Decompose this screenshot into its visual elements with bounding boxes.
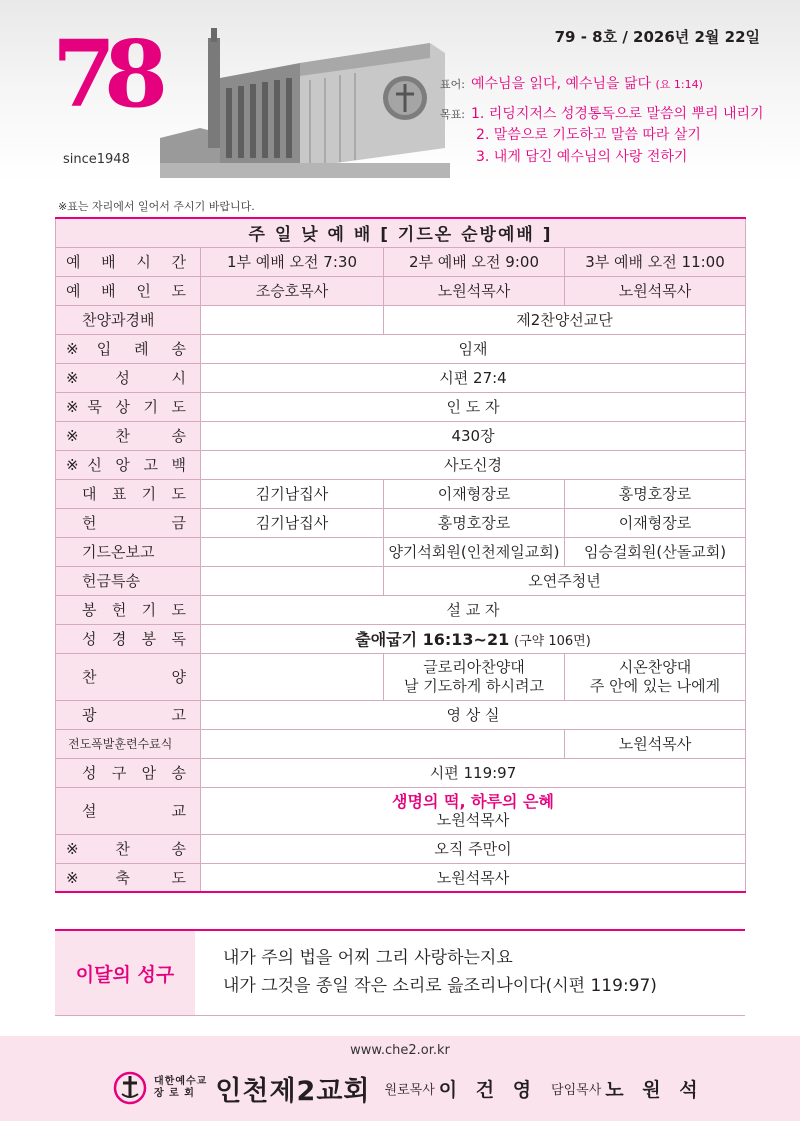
cell: 노원석목사 xyxy=(384,276,565,305)
senior-name: 노 원 석 xyxy=(605,1078,704,1101)
sermon-title: 생명의 떡, 하루의 은혜 xyxy=(392,791,554,811)
anthem-title: 주 안에 있는 나에게 xyxy=(589,676,721,695)
table-row xyxy=(56,392,746,421)
table-row xyxy=(56,834,746,863)
standing-notice: ※표는 자리에서 일어서 주시기 바랍니다. xyxy=(58,200,255,213)
row-label: 설 교 xyxy=(56,787,201,834)
cell: 임승걸회원(산돌교회) xyxy=(565,537,746,566)
row-label: 찬 양 xyxy=(56,653,201,700)
cell xyxy=(201,729,565,758)
row-label: ※찬 송 xyxy=(56,834,201,863)
table-row xyxy=(56,758,746,787)
cell: 조승호목사 xyxy=(201,276,384,305)
cell: 2부 예배 오전 9:00 xyxy=(384,247,565,276)
row-label: ※찬 송 xyxy=(56,421,201,450)
cell: 사도신경 xyxy=(201,450,746,479)
since-label: since1948 xyxy=(63,152,130,167)
choir-cell-3 xyxy=(565,653,746,700)
denomination-top: 대한예수교 xyxy=(154,1076,208,1087)
emeritus-title: 원로목사 xyxy=(384,1082,435,1098)
cell: 홍명호장로 xyxy=(565,479,746,508)
cell: 인 도 자 xyxy=(201,392,746,421)
table-row xyxy=(56,653,746,700)
goals-label: 목표: xyxy=(440,108,465,121)
cell: 설 교 자 xyxy=(201,595,746,624)
table-row xyxy=(56,624,746,653)
cell xyxy=(201,566,384,595)
denomination-bottom: 장 로 회 xyxy=(154,1088,195,1099)
cell: 양기석회원(인천제일교회) xyxy=(384,537,565,566)
anniversary-logo: 78 xyxy=(52,20,157,128)
motto-text: 예수님을 읽다, 예수님을 닮다 xyxy=(470,76,652,92)
goal-1-text: 1. 리딩지저스 성경통독으로 말씀의 뿌리 내리기 xyxy=(470,106,764,122)
row-label: ※묵 상 기 도 xyxy=(56,392,201,421)
website-link[interactable]: www.che2.or.kr xyxy=(350,1043,450,1058)
motto-ref: (요 1:14) xyxy=(655,78,703,91)
goal-1 xyxy=(440,103,764,123)
cell: 1부 예배 오전 7:30 xyxy=(201,247,384,276)
choir-name: 시온찬양대 xyxy=(618,657,692,676)
row-label: ※성 시 xyxy=(56,363,201,392)
motto xyxy=(440,73,703,93)
scripture-reference: 출애굽기 16:13~21 xyxy=(355,630,510,649)
row-label: 헌금특송 xyxy=(56,566,201,595)
cell: 김기남집사 xyxy=(201,479,384,508)
cell: 430장 xyxy=(201,421,746,450)
row-label: 예 배 시 간 xyxy=(56,247,201,276)
senior-title: 담임목사 xyxy=(551,1082,602,1098)
cell: 김기남집사 xyxy=(201,508,384,537)
cell xyxy=(201,305,384,334)
table-row xyxy=(56,700,746,729)
preacher: 노원석목사 xyxy=(436,810,510,829)
emeritus-name: 이 건 영 xyxy=(438,1078,538,1101)
church-logo-icon xyxy=(112,1070,148,1106)
table-row xyxy=(56,508,746,537)
row-label: 찬양과경배 xyxy=(56,305,201,334)
cell: 시편 27:4 xyxy=(201,363,746,392)
cell: 홍명호장로 xyxy=(384,508,565,537)
church-building-image xyxy=(160,18,450,178)
cell: 오직 주만이 xyxy=(201,834,746,863)
table-row xyxy=(56,276,746,305)
cell: 영 상 실 xyxy=(201,700,746,729)
cell: 노원석목사 xyxy=(565,729,746,758)
scripture-page: (구약 106면) xyxy=(514,634,591,649)
choir-cell-2 xyxy=(384,653,565,700)
verse-text xyxy=(223,944,657,1000)
verse-line-2: 내가 그것을 종일 작은 소리로 읊조리나이다(시편 119:97) xyxy=(223,976,657,996)
cell: 제2찬양선교단 xyxy=(384,305,746,334)
choir-name: 글로리아찬양대 xyxy=(423,657,525,676)
goal-3: 3. 내게 담긴 예수님의 사랑 전하기 xyxy=(476,149,688,165)
row-label: 예 배 인 도 xyxy=(56,276,201,305)
cell: 노원석목사 xyxy=(201,863,746,892)
table-row xyxy=(56,305,746,334)
church-identity xyxy=(112,1068,704,1108)
service-title: 주 일 낮 예 배 [ 기드온 순방예배 ] xyxy=(56,218,746,247)
row-label: 기드온보고 xyxy=(56,537,201,566)
motto-label: 표어: xyxy=(440,78,465,91)
church-name: 인천제2교회 xyxy=(215,1075,371,1107)
cell xyxy=(201,537,384,566)
row-label: ※입 례 송 xyxy=(56,334,201,363)
goal-2: 2. 말씀으로 기도하고 말씀 따라 살기 xyxy=(476,127,701,143)
table-row xyxy=(56,787,746,834)
row-label: 봉 헌 기 도 xyxy=(56,595,201,624)
cell: 오연주청년 xyxy=(384,566,746,595)
table-row xyxy=(56,247,746,276)
row-label: 성 경 봉 독 xyxy=(56,624,201,653)
table-row xyxy=(56,537,746,566)
denomination xyxy=(154,1076,207,1100)
sermon-cell xyxy=(201,787,746,834)
table-row xyxy=(56,595,746,624)
table-row xyxy=(56,363,746,392)
cell: 임재 xyxy=(201,334,746,363)
verse-of-month xyxy=(55,929,745,1016)
table-row xyxy=(56,863,746,892)
row-label: ※축 도 xyxy=(56,863,201,892)
cell: 이재형장로 xyxy=(565,508,746,537)
cell xyxy=(201,653,384,700)
cell: 이재형장로 xyxy=(384,479,565,508)
row-label: 전도폭발훈련수료식 xyxy=(56,729,201,758)
anthem-title: 날 기도하게 하시려고 xyxy=(404,676,544,695)
table-row xyxy=(56,479,746,508)
issue-date: 79 - 8호 / 2026년 2월 22일 xyxy=(554,28,760,46)
row-label: ※신 앙 고 백 xyxy=(56,450,201,479)
cell: 3부 예배 오전 11:00 xyxy=(565,247,746,276)
table-row xyxy=(56,450,746,479)
cell: 노원석목사 xyxy=(565,276,746,305)
table-row xyxy=(56,421,746,450)
row-label: 대 표 기 도 xyxy=(56,479,201,508)
table-row xyxy=(56,566,746,595)
table-row xyxy=(56,334,746,363)
row-label: 광 고 xyxy=(56,700,201,729)
verse-line-1: 내가 주의 법을 어찌 그리 사랑하는지요 xyxy=(223,948,513,968)
scripture-cell xyxy=(201,624,746,653)
bulletin-footer xyxy=(0,1036,800,1121)
row-label: 헌 금 xyxy=(56,508,201,537)
cell: 시편 119:97 xyxy=(201,758,746,787)
table-row xyxy=(56,729,746,758)
verse-label: 이달의 성구 xyxy=(55,931,195,1015)
bulletin-header xyxy=(0,0,800,183)
service-order-table xyxy=(55,217,746,893)
row-label: 성 구 암 송 xyxy=(56,758,201,787)
